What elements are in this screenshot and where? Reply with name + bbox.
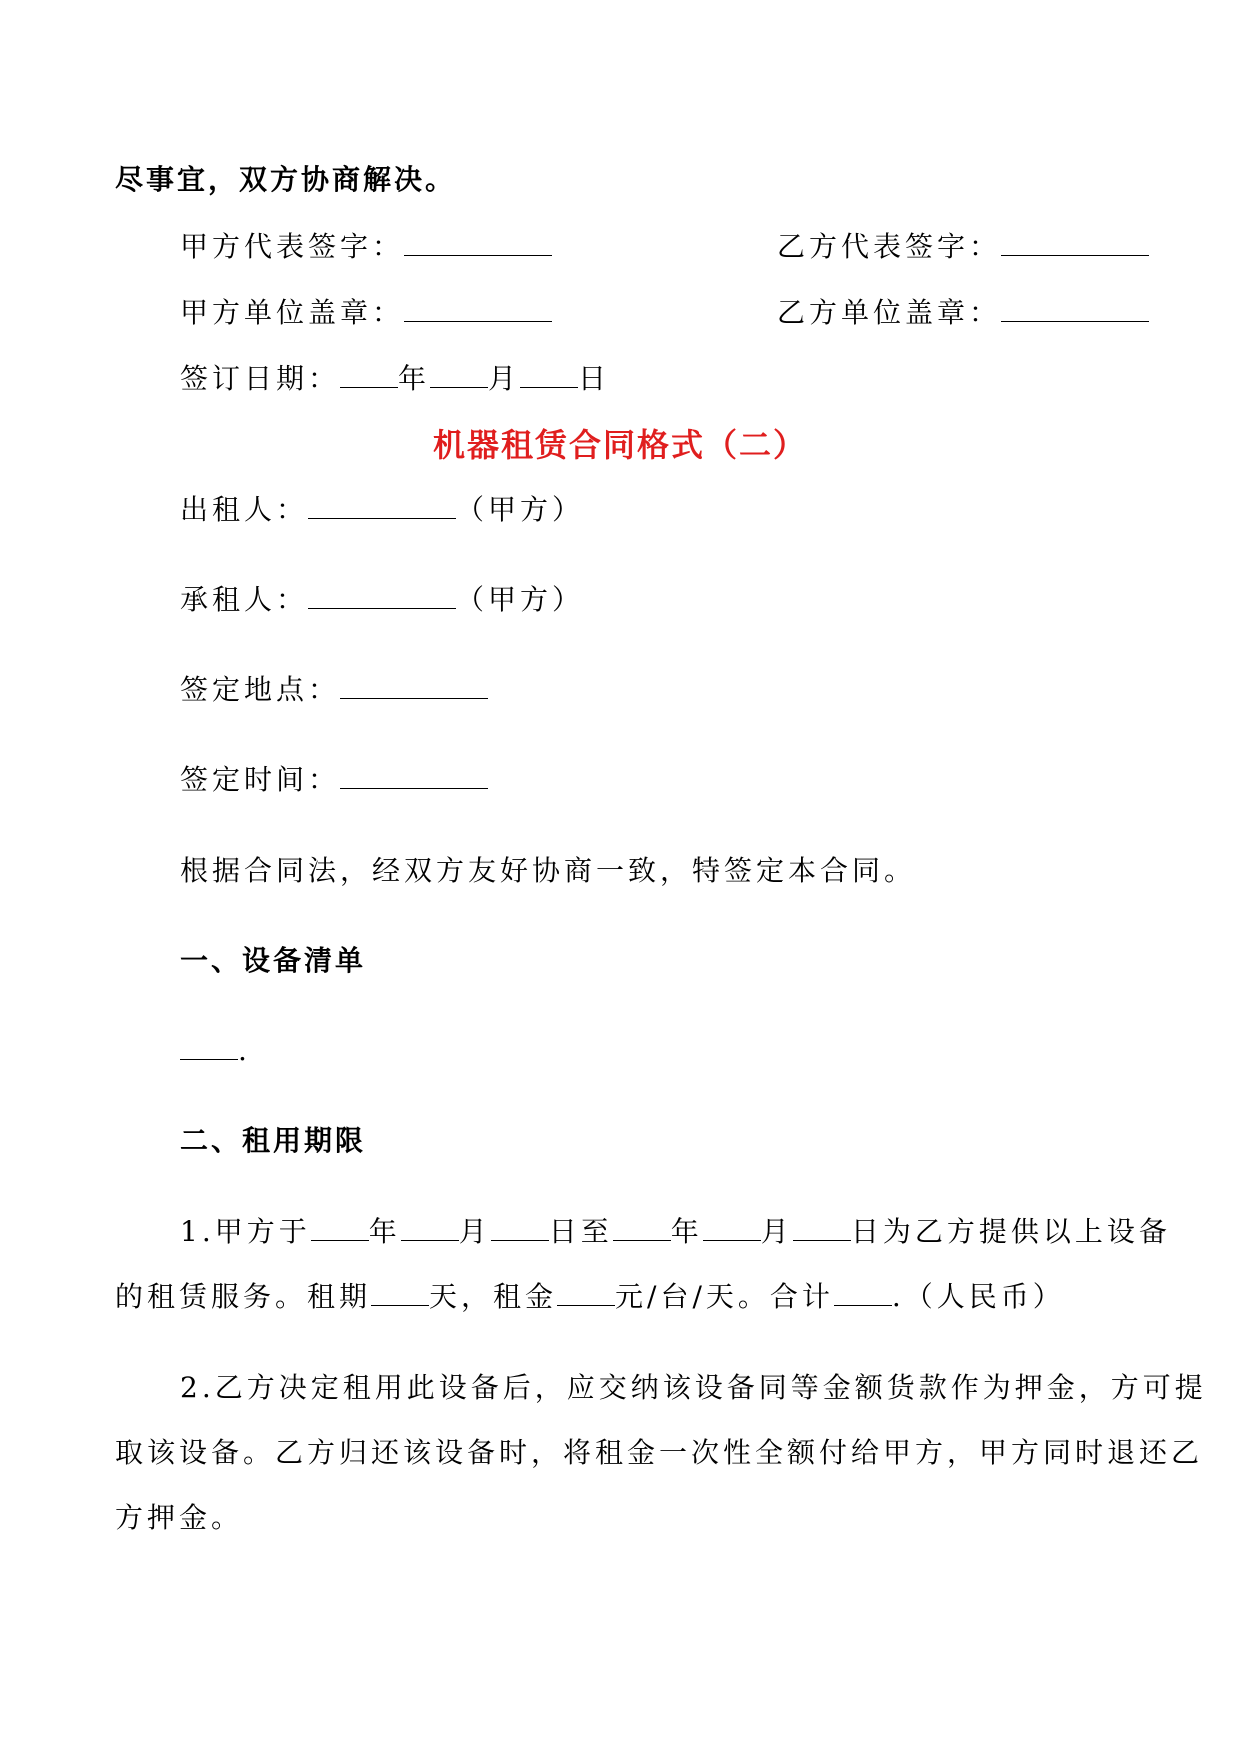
clause-1-text-end: 日为乙方提供以上设备	[850, 1215, 1171, 1248]
party-b-seal-blank[interactable]	[1001, 295, 1149, 322]
signing-date	[180, 359, 610, 399]
clause-1-text-e: .（人民币）	[891, 1280, 1065, 1313]
signing-place-blank[interactable]	[340, 672, 488, 699]
lessee-blank[interactable]	[308, 582, 456, 609]
intro-paragraph: 根据合同法，经双方友好协商一致，特签定本合同。	[180, 854, 917, 887]
end-month-blank[interactable]	[703, 1214, 761, 1241]
party-a-rep-blank[interactable]	[404, 229, 552, 256]
clause-1-text-to: 日至	[548, 1215, 613, 1248]
end-day-blank[interactable]	[793, 1214, 851, 1241]
equipment-list	[180, 1031, 251, 1071]
signing-day-blank[interactable]	[520, 361, 578, 388]
party-a-seal-blank[interactable]	[404, 295, 552, 322]
lessor-field	[180, 490, 584, 530]
party-b-rep-label: 乙方代表签字：	[777, 230, 1002, 263]
signing-place-label: 签定地点：	[180, 673, 341, 706]
total-amount-blank[interactable]	[834, 1279, 892, 1306]
signing-month-blank[interactable]	[430, 361, 488, 388]
start-year-char: 年	[368, 1215, 401, 1248]
signing-place-field	[180, 670, 488, 710]
clause-1-text-a: 甲方于	[214, 1215, 311, 1248]
end-year-char: 年	[670, 1215, 703, 1248]
party-a-seal	[180, 293, 552, 333]
party-b-rep-blank[interactable]	[1001, 229, 1149, 256]
lessee-label: 承租人：	[180, 583, 309, 616]
clause-1-line-2	[115, 1277, 1065, 1317]
daily-rate-blank[interactable]	[557, 1279, 615, 1306]
clause-2-number: 2.	[180, 1371, 215, 1404]
signing-date-label: 签订日期：	[180, 362, 341, 395]
end-year-blank[interactable]	[613, 1214, 671, 1241]
start-month-blank[interactable]	[401, 1214, 459, 1241]
lessor-blank[interactable]	[308, 492, 456, 519]
section-2-heading: 二、租用期限	[180, 1124, 367, 1157]
start-month-char: 月	[458, 1215, 491, 1248]
clause-2-line-1	[180, 1368, 1207, 1408]
equipment-list-blank[interactable]	[180, 1033, 238, 1060]
clause-2-line-3: 方押金。	[115, 1501, 244, 1534]
lessee-field	[180, 580, 584, 620]
continuation-text: 尽事宜，双方协商解决。	[115, 163, 457, 196]
start-year-blank[interactable]	[311, 1214, 369, 1241]
rental-days-blank[interactable]	[371, 1279, 429, 1306]
clause-1-line-1	[180, 1212, 1171, 1252]
equipment-list-suffix: .	[238, 1034, 251, 1067]
signing-time-field	[180, 760, 488, 800]
signing-year-blank[interactable]	[340, 361, 398, 388]
party-b-seal-label: 乙方单位盖章：	[777, 296, 1002, 329]
party-a-rep-label: 甲方代表签字：	[180, 230, 405, 263]
lessor-label: 出租人：	[180, 493, 309, 526]
clause-1-text-c: 天，租金	[429, 1280, 558, 1313]
clause-2-text-1: 乙方决定租用此设备后，应交纳该设备同等金额货款作为押金，方可提	[214, 1371, 1207, 1404]
year-char: 年	[398, 362, 431, 395]
lessee-suffix: （甲方）	[456, 583, 585, 616]
party-a-seal-label: 甲方单位盖章：	[180, 296, 405, 329]
month-char: 月	[488, 362, 521, 395]
section-1-heading: 一、设备清单	[180, 944, 367, 977]
lessor-suffix: （甲方）	[456, 493, 585, 526]
signing-time-blank[interactable]	[340, 762, 488, 789]
clause-1-text-d: 元/台/天。合计	[615, 1280, 834, 1313]
clause-1-number: 1.	[180, 1215, 215, 1248]
clause-2-line-2: 取该设备。乙方归还该设备时，将租金一次性全额付给甲方，甲方同时退还乙	[115, 1436, 1204, 1469]
clause-1-text-b: 的租赁服务。租期	[115, 1280, 372, 1313]
signing-time-label: 签定时间：	[180, 763, 341, 796]
start-day-blank[interactable]	[491, 1214, 549, 1241]
end-month-char: 月	[760, 1215, 793, 1248]
contract-title: 机器租赁合同格式（二）	[432, 426, 807, 464]
day-char: 日	[578, 362, 611, 395]
party-b-rep-signature	[777, 227, 1149, 267]
party-a-rep-signature	[180, 227, 552, 267]
party-b-seal	[777, 293, 1149, 333]
